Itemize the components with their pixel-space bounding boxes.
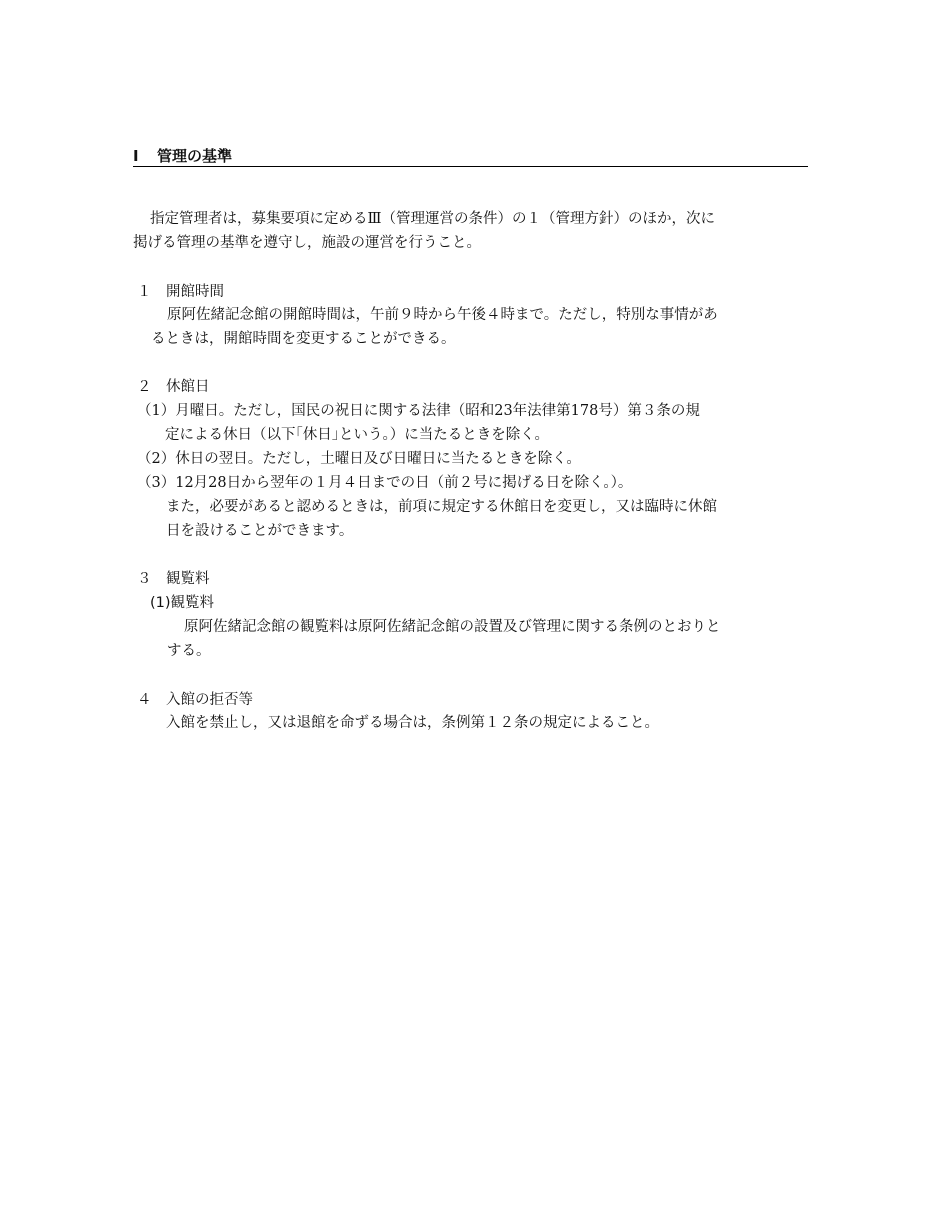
section2-item3: （3）12月28日から翌年の１月４日までの日（前２号に掲げる日を除く。）。 xyxy=(137,475,633,491)
section1-line-2: るときは，開館時間を変更することができる。 xyxy=(151,331,456,347)
section2-note-line1: また，必要があると認めるときは，前項に規定する休館日を変更し，又は臨時に休館 xyxy=(166,499,717,515)
section2-item1-line2: 定による休日（以下｢休日｣という。）に当たるときを除く。 xyxy=(165,427,549,443)
section2-item2: （2）休日の翌日。ただし，土曜日及び日曜日に当たるときを除く。 xyxy=(137,451,581,467)
section4-heading: ４ 入館の拒否等 xyxy=(137,692,253,708)
section2-heading: ２ 休館日 xyxy=(137,379,210,395)
section3-subheading: (1)観覧料 xyxy=(150,595,215,611)
section3-heading: ３ 観覧料 xyxy=(137,571,210,587)
section1-line-1: 原阿佐緒記念館の開館時間は，午前９時から午後４時まで。ただし，特別な事情があ xyxy=(167,307,718,323)
section3-line-2: する。 xyxy=(167,643,211,659)
section2-note-line2: 日を設けることができます。 xyxy=(166,523,354,539)
intro-line-1: 指定管理者は，募集要項に定めるⅢ（管理運営の条件）の１（管理方針）のほか，次に xyxy=(150,211,715,227)
intro-line-2: 掲げる管理の基準を遵守し，施設の運営を行うこと。 xyxy=(133,235,481,251)
section2-item1-line1: （1）月曜日。ただし，国民の祝日に関する法律（昭和23年法律第178号）第３条の規 xyxy=(137,403,700,419)
section3-line-1: 原阿佐緒記念館の観覧料は原阿佐緒記念館の設置及び管理に関する条例のとおりと xyxy=(184,619,721,635)
heading-title: 管理の基準 xyxy=(157,147,233,165)
section4-line-1: 入館を禁止し，又は退館を命ずる場合は，条例第１２条の規定によること。 xyxy=(166,715,659,731)
heading-number: Ⅰ xyxy=(133,147,139,165)
section-heading xyxy=(133,146,808,167)
section1-heading: １ 開館時間 xyxy=(137,284,224,300)
